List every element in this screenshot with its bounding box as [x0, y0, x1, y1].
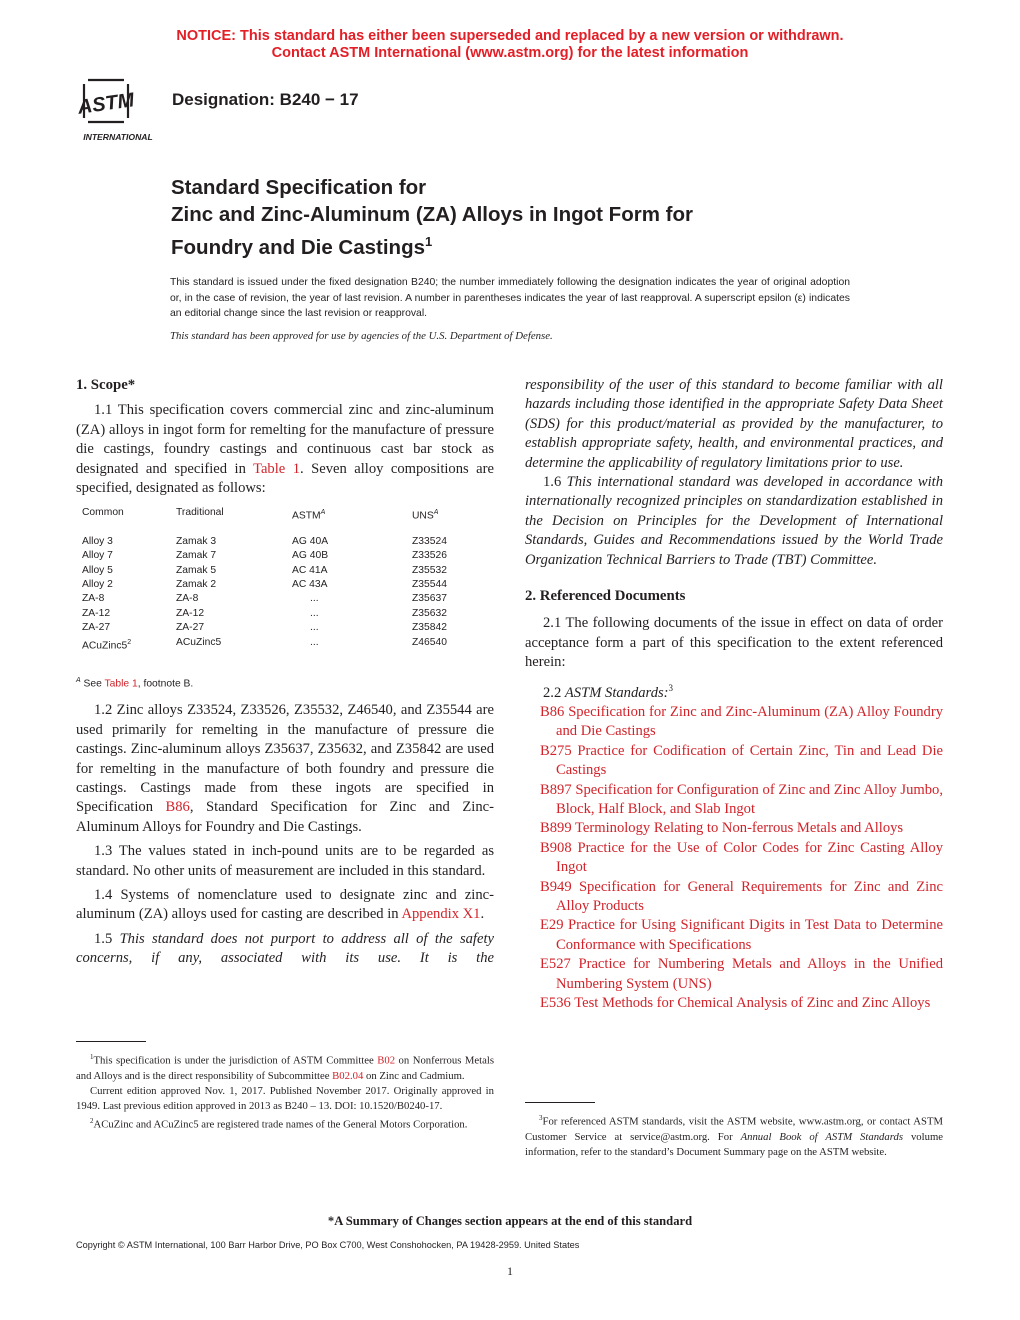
footnote-rule-right — [525, 1102, 595, 1103]
table-row: Alloy 2 Zamak 2 AC 43A Z35544 — [82, 579, 447, 591]
table-row: Alloy 7 Zamak 7 AG 40B Z33526 — [82, 550, 447, 562]
col-header-astm: ASTM — [292, 510, 321, 522]
b02-link[interactable]: B02 — [377, 1054, 396, 1067]
notice-line-2: Contact ASTM International (www.astm.org) for the latest information — [271, 45, 749, 61]
scope-1-5: 1.5 This standard does not purport to address all of the safety concerns, if any, associated with its use. It is the — [76, 930, 494, 967]
copyright: Copyright © ASTM International, 100 Barr Harbor Drive, PO Box C700, West Conshohocken, PA 19428-2959. United States — [76, 1240, 580, 1250]
footnote-2: $^2$ACuZinc and ACuZinc5 are registered trade names of the General Motors Corporation. — [90, 1116, 468, 1131]
alloy-designation-table — [82, 506, 492, 653]
footnote-1: $^1$This specification is under the jurisdiction of ASTM Committee B02 on Nonferrous Metals and Alloys and is the direct responsibility of Subcommittee B02.04 on Zinc and Cadmium. — [76, 1053, 494, 1082]
list-item[interactable]: B275 Practice for Codification of Certain Zinc, Tin and Lead Die Castings — [540, 742, 943, 779]
table-note: $^A$ See Table 1, footnote B. — [76, 676, 194, 689]
page-number: 1 — [507, 1264, 513, 1278]
appendix-x1-link[interactable]: Appendix X1 — [401, 906, 481, 923]
notice-line-1: NOTICE: This standard has either been superseded and replaced by a new version or withdrawn. — [176, 28, 844, 44]
table-row: $ACuZinc5^2$ ACuZinc5 ... Z46540 — [82, 636, 447, 652]
scope-1-4: 1.4 Systems of nomenclature used to designate zinc and zinc-aluminum (ZA) alloys used for casting are described in Appendix X1. — [76, 887, 494, 923]
b86-link[interactable]: B86 — [165, 799, 190, 816]
referenced-2-1: 2.1 The following documents of the issue in effect on data of order acceptance form a part of this specification to the extent referenced herein: — [525, 615, 943, 671]
title-line-3: Foundry and Die Castings — [171, 235, 425, 259]
approved-note: This standard has been approved for use by agencies of the U.S. Department of Defense. — [170, 330, 553, 342]
list-item[interactable]: B908 Practice for the Use of Color Codes for Zinc Casting Alloy Ingot — [540, 839, 943, 876]
col-header-uns: UNS — [412, 510, 434, 522]
summary-of-changes-note: *A Summary of Changes section appears at the end of this standard — [327, 1214, 693, 1228]
title-line-1: Standard Specification for — [171, 176, 427, 199]
table-header-row: Common Traditional $ASTM^A$ $UNS^A$ — [82, 506, 492, 534]
list-item[interactable]: B86 Specification for Zinc and Zinc-Aluminum (ZA) Alloy Foundry and Die Castings — [540, 703, 943, 740]
scope-1-5-continued: responsibility of the user of this standard to become familiar with all hazards including those identified in the appropriate Safety Data Sheet (SDS) for this product/material as provided by the manufacturer, to establish appropriate safety, health, and environmental practices, and determine the applicability of regulatory limitations prior to use. — [525, 377, 943, 471]
astm-logo-text: ASTM — [76, 89, 136, 119]
list-item[interactable]: B949 Specification for General Requirements for Zinc and Zinc Alloy Products — [540, 878, 943, 915]
footnote-1-edition: Current edition approved Nov. 1, 2017. Published November 2017. Originally approved in 1949. Last previous edition approved in 2013 as B240 – 13. DOI: 10.1520/B0240-17. — [76, 1084, 494, 1112]
title-line-2: Zinc and Zinc-Aluminum (ZA) Alloys in Ingot Form for — [171, 203, 693, 226]
col-header-traditional: Traditional — [176, 507, 224, 519]
table-note-link[interactable]: Table 1 — [104, 677, 138, 689]
astm-logo-subtext: INTERNATIONAL — [83, 132, 153, 142]
right-column — [525, 376, 943, 1013]
list-item[interactable]: E527 Practice for Numbering Metals and Alloys in the Unified Numbering System (UNS) — [540, 956, 943, 992]
list-item[interactable]: E536 Test Methods for Chemical Analysis of Zinc and Zinc Alloys — [540, 995, 931, 1012]
referenced-2-2: 2.2 ASTM Standards:$^3$ — [543, 682, 674, 701]
document-title — [171, 174, 693, 261]
footnotes-right — [525, 1111, 943, 1160]
footnotes-left — [76, 1050, 494, 1132]
b02-04-link[interactable]: B02.04 — [332, 1069, 364, 1082]
issued-note: This standard is issued under the fixed designation B240; the number immediately following the designation indicates the year of original adoption or, in the case of revision, the year of last revision. A number in parentheses indicates the year of last reapproval. A superscript epsilon (ε) indicates an editorial change since the last revision or reapproval. — [170, 277, 850, 319]
astm-logo — [74, 70, 164, 142]
list-item[interactable]: B897 Specification for Configuration of Zinc and Zinc Alloy Jumbo, Block, Half Block, and Slab Ingot — [540, 781, 943, 817]
referenced-documents-heading: 2. Referenced Documents — [525, 588, 686, 605]
footnote-3: $^3$For referenced ASTM standards, visit the ASTM website, www.astm.org, or contact ASTM Customer Service at service@astm.org. For Annual Book of ASTM Standards volume information, refer to the standard’s Document Summary page on the ASTM website. — [525, 1114, 944, 1158]
table-row: ZA-27 ZA-27 ... Z35842 — [82, 622, 447, 634]
scope-1-2: 1.2 Zinc alloys Z33524, Z33526, Z35532, Z46540, and Z35544 are used primarily for remelting in the manufacture of pressure die castings. Zinc-aluminum alloys Z35637, Z35632, and Z35842 are used for remelting in the manufacture of both foundry and pressure die castings. Castings made from these ingots are specified in Specification B86, Standard Specification for Zinc and Zinc-Aluminum Alloys for Foundry and Die Castings. — [76, 702, 494, 835]
astm-standards-list — [525, 703, 943, 1014]
table-row: ZA-12 ZA-12 ... Z35632 — [82, 607, 447, 619]
designation: Designation: B240 − 17 — [172, 90, 359, 109]
scope-1-6: 1.6 This international standard was developed in accordance with internationally recognized principles on standardization established in the Decision on Principles for the Development of International Standards, Guides and Recommendations issued by the World Trade Organization Technical Barriers to Trade (TBT) Committee. — [525, 474, 944, 568]
table-row: ZA-8 ZA-8 ... Z35637 — [82, 593, 447, 605]
table-1-link[interactable]: Table 1 — [253, 460, 301, 477]
list-item[interactable]: B899 Terminology Relating to Non-ferrous Metals and Alloys — [540, 820, 904, 837]
scope-heading: 1. Scope* — [76, 377, 136, 393]
withdrawn-notice — [0, 28, 1020, 62]
scope-1-1: 1.1 This specification covers commercial zinc and zinc-aluminum (ZA) alloys in ingot form for remelting for the manufacture of pressure die castings, foundry castings and continuous cast bar stock as designated and specified in Table 1. Seven alloy compositions are specified, designated as follows: — [76, 402, 494, 497]
footnote-rule-left — [76, 1041, 146, 1042]
scope-1-3: 1.3 The values stated in inch-pound units are to be regarded as standard. No other units of measurement are included in this standard. — [76, 843, 494, 879]
table-row: Alloy 5 Zamak 5 AC 41A Z35532 — [82, 564, 447, 576]
list-item[interactable]: E29 Practice for Using Significant Digits in Test Data to Determine Conformance with Specifications — [540, 917, 943, 953]
table-row: Alloy 3 Zamak 3 AG 40A Z33524 — [82, 535, 447, 547]
left-column — [76, 376, 494, 969]
title-footnote-mark: 1 — [425, 234, 433, 249]
col-header-common: Common — [82, 507, 124, 519]
